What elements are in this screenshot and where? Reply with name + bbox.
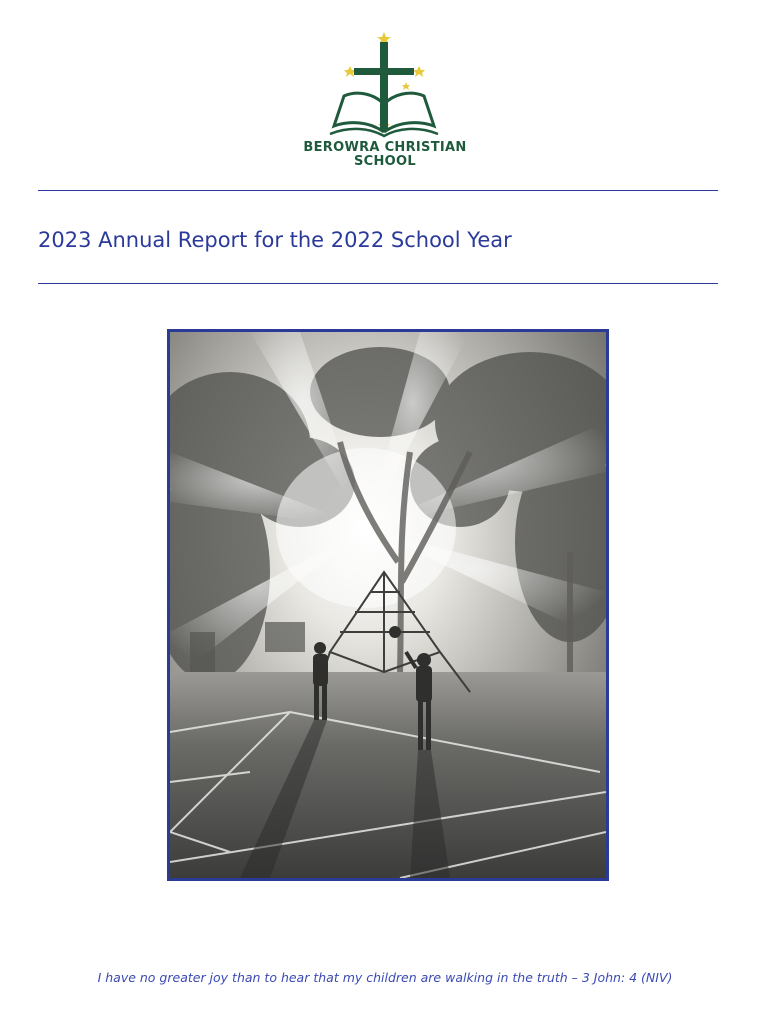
logo-school-name-line1: BEROWRA CHRISTIAN xyxy=(303,140,467,155)
bible-verse-quote: I have no greater joy than to hear that my children are walking in the truth – 3 John: 4 (NIV) xyxy=(97,970,673,985)
school-logo xyxy=(300,30,470,170)
bottom-divider xyxy=(38,283,718,284)
logo-school-name-line2: SCHOOL xyxy=(354,154,416,169)
cover-photo xyxy=(167,329,609,881)
top-divider xyxy=(38,190,718,191)
report-title: 2023 Annual Report for the 2022 School Year xyxy=(38,228,512,252)
cross-book-emblem xyxy=(300,30,470,140)
